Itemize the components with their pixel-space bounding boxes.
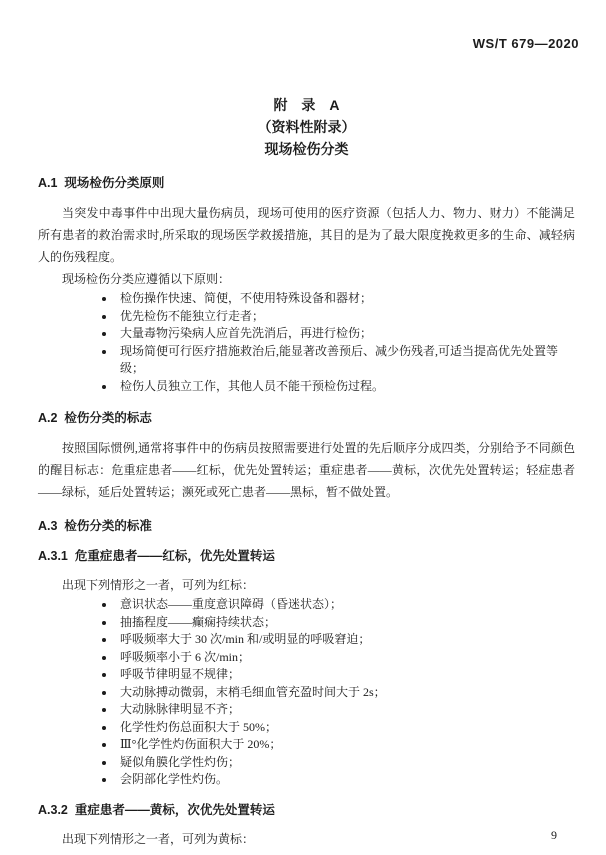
paragraph: 出现下列情形之一者，可列为黄标： <box>62 831 255 846</box>
section-heading: A.1 现场检伤分类原则 <box>38 176 165 190</box>
bullet-item: • 现场简便可行医疗措施救治后,能显著改善预后、减少伤残者,可适当提高优先处置等级； <box>116 343 575 378</box>
appendix-label: 附 录 A <box>273 97 340 113</box>
bullet-item: • 检伤操作快速、简便，不使用特殊设备和器材； <box>116 290 575 308</box>
title-block <box>38 94 575 160</box>
bullet-item: • 呼吸频率小于 6 次/min； <box>116 649 575 667</box>
bullet-item: • 会阴部化学性灼伤。 <box>116 771 575 789</box>
bullet-item: • 化学性灼伤总面积大于 50%； <box>116 719 575 737</box>
bullet-item: • 检伤人员独立工作，其他人员不能干预检伤过程。 <box>116 378 575 396</box>
section-heading: A.2 检伤分类的标志 <box>38 411 152 425</box>
bullet-item: • 疑似角膜化学性灼伤； <box>116 754 575 772</box>
section-heading: A.3 检伤分类的标准 <box>38 519 152 533</box>
bullet-list <box>38 290 575 395</box>
subsection-heading: A.3.2 重症患者——黄标，次优先处置转运 <box>38 802 275 817</box>
appendix-title: 现场检伤分类 <box>264 141 349 157</box>
document-body <box>38 174 575 850</box>
document-content <box>38 94 575 850</box>
bullet-item: • 抽搐程度——癫痫持续状态； <box>116 614 575 632</box>
informative-note: （资料性附录） <box>257 119 356 135</box>
bullet-item: • 意识状态——重度意识障碍（昏迷状态）； <box>116 596 575 614</box>
bullet-item: • 大动脉搏动微弱，末梢毛细血管充盈时间大于 2s； <box>116 684 575 702</box>
page-number: 9 <box>551 828 557 842</box>
bullet-item: • 优先检伤不能独立行走者； <box>116 308 575 326</box>
paragraph: 出现下列情形之一者，可列为红标： <box>62 578 255 592</box>
bullet-item: • 呼吸节律明显不规律； <box>116 666 575 684</box>
standard-code: WS/T 679—2020 <box>472 36 579 51</box>
bullet-item: • 大量毒物污染病人应首先洗消后，再进行检伤； <box>116 325 575 343</box>
subsection-heading: A.3.1 危重症患者——红标，优先处置转运 <box>38 549 275 563</box>
paragraph: 现场检伤分类应遵循以下原则： <box>62 272 231 286</box>
bullet-list <box>38 596 575 789</box>
paragraph: 按照国际惯例,通常将事件中的伤病员按照需要进行处置的先后顺序分成四类，分别给予不同颜色的醒目标志：危重症患者——红标，优先处置转运；重症患者——黄标，次优先处置转运；轻症患者——绿标，延后处置转运；濒死或死亡患者——黑标，暂不做处置。 <box>38 441 575 499</box>
bullet-item: • Ⅲ°化学性灼伤面积大于 20%； <box>116 736 575 754</box>
bullet-item: • 大动脉脉律明显不齐； <box>116 701 575 719</box>
paragraph: 当突发中毒事件中出现大量伤病员，现场可使用的医疗资源（包括人力、物力、财力）不能满足所有患者的救治需求时,所采取的现场医学救援措施，其目的是为了最大限度挽救更多的生命、减轻病人的伤残程度。 <box>38 206 575 264</box>
bullet-item: • 呼吸频率大于 30 次/min 和/或明显的呼吸窘迫； <box>116 631 575 649</box>
